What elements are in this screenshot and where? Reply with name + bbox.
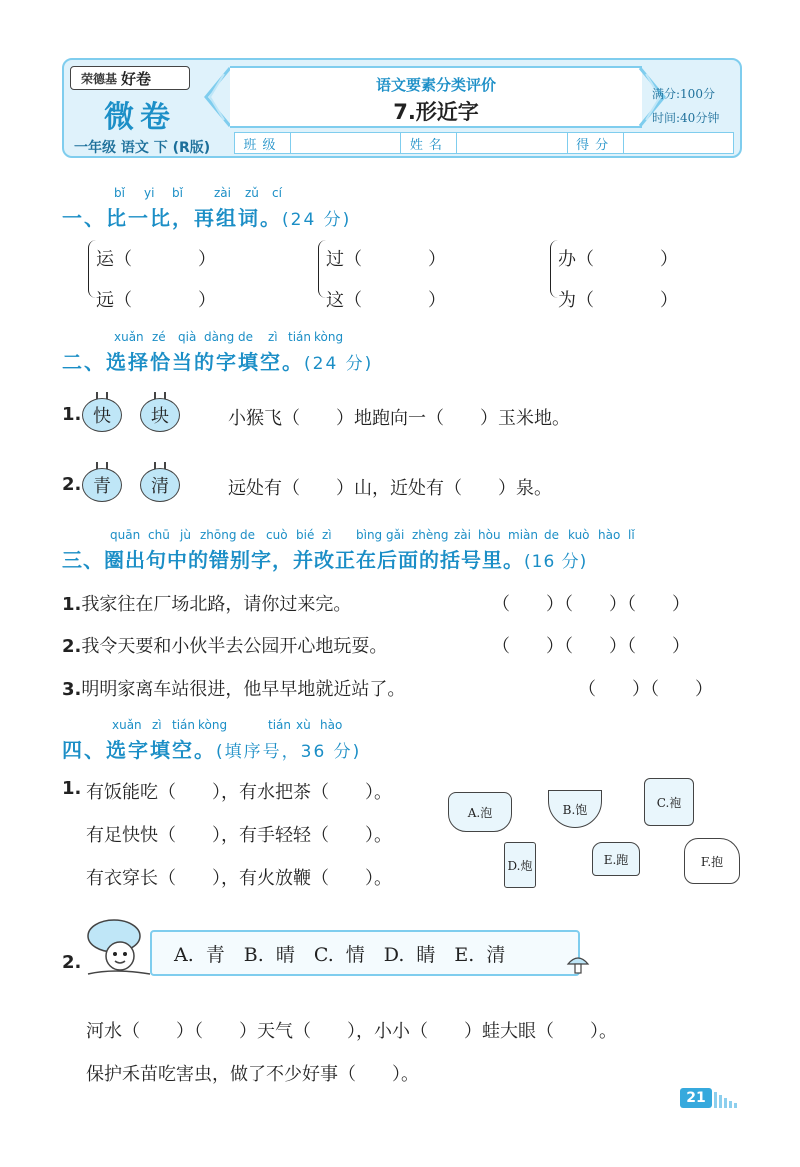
pinyin: zǔ xyxy=(245,186,259,200)
bowl-picture: B.饱 xyxy=(548,790,602,828)
publisher-brand xyxy=(70,66,190,90)
pinyin: xuǎn xyxy=(114,330,144,344)
name-label: 姓名 xyxy=(401,133,457,153)
sentence-text[interactable]: 明明家离车站很进，他早早地就近站了。 xyxy=(81,679,406,700)
char-b: 这（ xyxy=(326,290,362,311)
heading-text: 二、选择恰当的字填空。 xyxy=(62,350,304,374)
char-b: 远（ xyxy=(96,290,132,311)
option-char: 清 xyxy=(140,468,180,502)
snail-option xyxy=(140,392,184,432)
pinyin: kuò xyxy=(568,528,590,542)
brand-name: 荣德基 xyxy=(81,71,118,86)
error-sentence: 1.我家往在厂场北路，请你过来完。 xyxy=(62,594,352,615)
pinyin: yi xyxy=(144,186,155,200)
section-title xyxy=(62,202,351,231)
snail-option xyxy=(82,462,126,502)
section-title xyxy=(62,544,587,573)
firecracker-picture: D.炮 xyxy=(504,842,536,888)
pinyin: bié xyxy=(296,528,315,542)
pinyin: zài xyxy=(454,528,471,542)
heading-text: 一、比一比，再组词。 xyxy=(62,206,282,230)
riddle-line[interactable]: 有饭能吃（ ），有水把茶（ ）。 xyxy=(86,782,392,803)
pinyin: tián xyxy=(288,330,311,344)
paren: ） xyxy=(428,290,446,311)
pinyin: zì xyxy=(152,718,162,732)
paren: ） xyxy=(660,290,678,311)
riddle-line[interactable]: 有足快快（ ），有手轻轻（ ）。 xyxy=(86,825,392,846)
pinyin: xuǎn xyxy=(112,718,142,732)
score-label: 得分 xyxy=(568,133,624,153)
snail-option xyxy=(82,392,126,432)
option-char: 青 xyxy=(82,468,122,502)
pinyin: lǐ xyxy=(628,528,635,542)
char-a: 过（ xyxy=(326,249,362,270)
section-title xyxy=(62,346,373,375)
pinyin: zài xyxy=(214,186,231,200)
word-pair-a xyxy=(96,245,216,271)
teapot-picture: A.泡 xyxy=(448,792,512,832)
answer-parens[interactable]: （ ）（ ） xyxy=(578,679,713,700)
answer-parens[interactable]: （ ）（ ）（ ） xyxy=(492,636,690,657)
sentence-text[interactable]: 我家往在厂场北路，请你过来完。 xyxy=(81,594,352,615)
brace-icon xyxy=(550,240,558,298)
char-a: 运（ xyxy=(96,249,132,270)
char-a: 办（ xyxy=(558,249,594,270)
hand-picture: F.抱 xyxy=(684,838,740,884)
time-limit: 时间:40分钟 xyxy=(652,111,720,125)
fill-line[interactable]: 保护禾苗吃害虫，做了不少好事（ ）。 xyxy=(86,1064,419,1085)
pinyin: bǐ xyxy=(172,186,183,200)
name-field[interactable] xyxy=(457,133,567,153)
grade-label: 一年级 语文 下 (R版) xyxy=(74,140,211,156)
page-decoration-bars xyxy=(714,1092,737,1108)
section-title xyxy=(62,734,361,763)
question-number: 2. xyxy=(62,474,82,495)
pinyin: bǐ xyxy=(114,186,125,200)
sentence: 小猴飞（ ）地跑向一（ ）玉米地。 xyxy=(228,408,570,429)
sentence: 远处有（ ）山，近处有（ ）泉。 xyxy=(228,478,552,499)
pinyin: cuò xyxy=(266,528,288,542)
score-info xyxy=(652,82,719,130)
pinyin: hòu xyxy=(478,528,501,542)
pinyin: zé xyxy=(152,330,166,344)
paren: ） xyxy=(198,290,216,311)
answer-parens[interactable]: （ ）（ ）（ ） xyxy=(492,594,690,615)
full-score: 满分:100分 xyxy=(652,87,715,101)
pinyin: miàn xyxy=(508,528,538,542)
title-band xyxy=(230,66,642,128)
pinyin: xù xyxy=(296,718,311,732)
heading-text: 四、选字填空。 xyxy=(62,738,216,762)
pinyin: tián xyxy=(172,718,195,732)
paren: ） xyxy=(660,249,678,270)
snail-option xyxy=(140,462,184,502)
pinyin: hào xyxy=(598,528,621,542)
pinyin: zì xyxy=(268,330,278,344)
word-pair-b xyxy=(326,286,446,312)
robe-picture: C.袍 xyxy=(644,778,694,826)
pinyin: zì xyxy=(322,528,332,542)
subtitle: 语文要素分类评价 xyxy=(375,76,496,94)
pinyin: qià xyxy=(178,330,197,344)
pinyin: kòng xyxy=(198,718,228,732)
brace-icon xyxy=(88,240,96,298)
points: (24 分) xyxy=(282,210,352,230)
pinyin: zhèng xyxy=(412,528,449,542)
brand-logo: 好卷 xyxy=(121,69,152,88)
student-info-row xyxy=(234,132,734,154)
word-pair-a xyxy=(558,245,678,271)
word-pair-a xyxy=(326,245,446,271)
word-pair-b xyxy=(558,286,678,312)
class-label: 班级 xyxy=(235,133,291,153)
pinyin: dàng xyxy=(204,330,235,344)
page-number: 21 xyxy=(680,1088,712,1108)
points: (24 分) xyxy=(304,354,374,374)
pinyin: kòng xyxy=(314,330,344,344)
pinyin: gǎi xyxy=(386,528,405,542)
class-field[interactable] xyxy=(291,133,401,153)
score-field[interactable] xyxy=(624,133,733,153)
points: (16 分) xyxy=(524,552,588,572)
points: (填序号，36 分) xyxy=(216,742,362,762)
left-chevron-icon xyxy=(202,66,232,128)
options-box: A. 青 B. 晴 C. 情 D. 睛 E. 清 xyxy=(150,930,580,976)
char-b: 为（ xyxy=(558,290,594,311)
paren: ） xyxy=(198,249,216,270)
question-number: 1. xyxy=(62,778,82,799)
option-char: 快 xyxy=(82,398,122,432)
page-title: 7.形近字 xyxy=(393,100,479,124)
pinyin: de xyxy=(240,528,255,542)
question-number: 2. xyxy=(62,952,82,973)
header-banner xyxy=(62,58,742,158)
brace-icon xyxy=(318,240,326,298)
error-sentence: 2.我令天要和小伙半去公园开心地玩耍。 xyxy=(62,636,388,657)
pinyin: tián xyxy=(268,718,291,732)
sentence-text[interactable]: 我令天要和小伙半去公园开心地玩耍。 xyxy=(81,636,388,657)
pinyin: hào xyxy=(320,718,343,732)
mushroom-character-icon xyxy=(84,916,158,980)
pinyin: chū xyxy=(148,528,170,542)
word-pair-b xyxy=(96,286,216,312)
pinyin: quān xyxy=(110,528,141,542)
fill-line[interactable]: 河水（ ）（ ）天气（ ），小小（ ）蛙大眼（ ）。 xyxy=(86,1021,617,1042)
error-sentence: 3.明明家离车站很进，他早早地就近站了。 xyxy=(62,679,406,700)
paren: ） xyxy=(428,249,446,270)
pinyin: de xyxy=(238,330,253,344)
shoe-picture: E.跑 xyxy=(592,842,640,876)
question-number: 1. xyxy=(62,404,82,425)
pinyin: cí xyxy=(272,186,282,200)
riddle-line[interactable]: 有衣穿长（ ），有火放鞭（ ）。 xyxy=(86,868,392,889)
series-title: 微卷 xyxy=(104,100,176,135)
pinyin: bìng xyxy=(356,528,383,542)
pinyin: jù xyxy=(180,528,191,542)
heading-text: 三、圈出句中的错别字，并改正在后面的括号里。 xyxy=(62,548,524,572)
mushroom-icon xyxy=(566,952,590,976)
pinyin: de xyxy=(544,528,559,542)
pinyin: zhōng xyxy=(200,528,237,542)
option-char: 块 xyxy=(140,398,180,432)
